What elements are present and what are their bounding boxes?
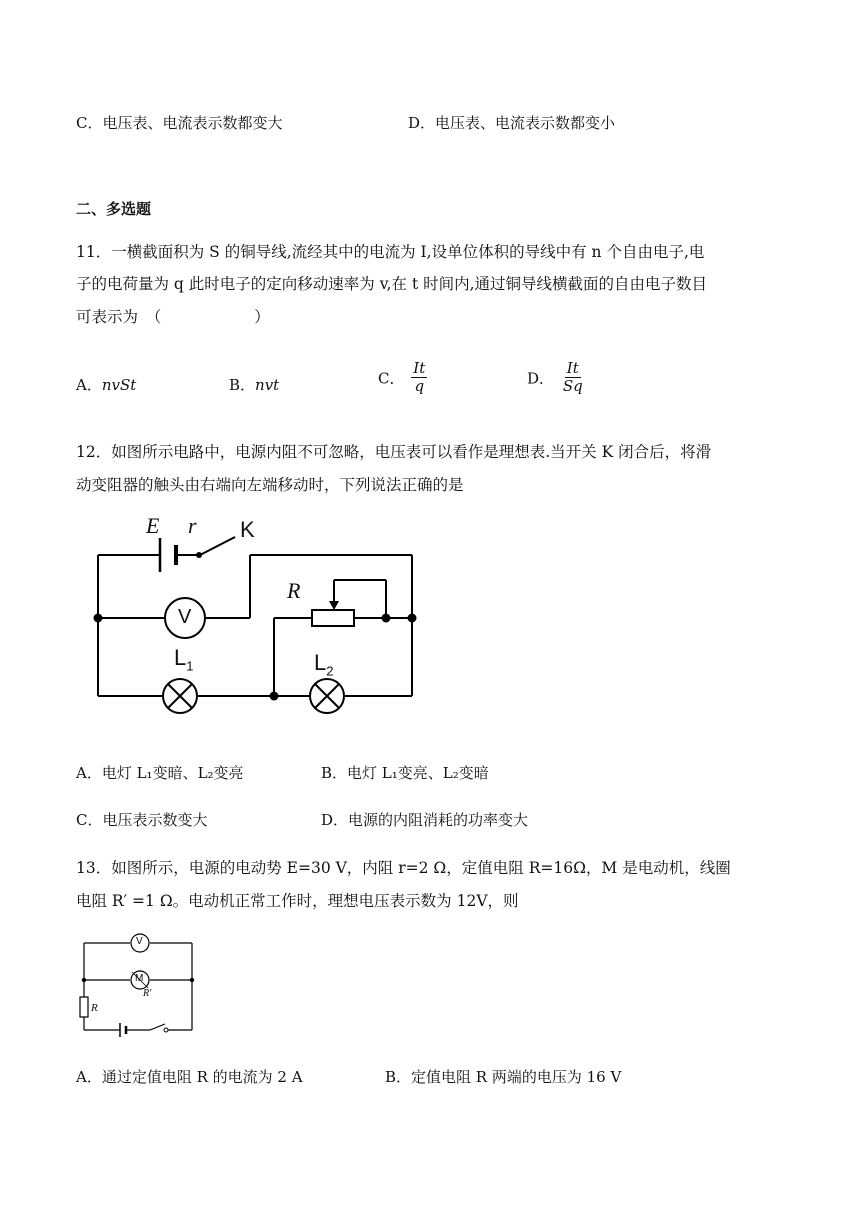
q12-label-rheostat-r: R: [287, 578, 301, 603]
q12-label-l1: $L_1$: [174, 645, 194, 674]
q11-option-a-label: A．: [76, 376, 102, 394]
q12-label-l2: $L_2$: [314, 650, 334, 679]
q12-option-a: A．电灯 L₁变暗、L₂变亮: [76, 764, 244, 782]
q11-text-line-2: 子的电荷量为 q 此时电子的定向移动速率为 v,在 t 时间内,通过铜导线横截面的自由电子数目: [76, 275, 708, 293]
q11-option-b-label: B．: [229, 376, 256, 394]
q11-option-c-numerator: It: [413, 359, 426, 377]
q11-text-line-3: 可表示为 （ ）: [76, 308, 270, 326]
q12-label-k: K: [240, 517, 255, 542]
q11-option-d-denominator: Sq: [562, 377, 583, 396]
q11-option-d-numerator: It: [566, 359, 579, 377]
q11-text-line-1: 11．一横截面积为 S 的铜导线,流经其中的电流为 I,设单位体积的导线中有 n 个自由电子,电: [76, 243, 705, 261]
q13-label-v: V: [136, 936, 143, 947]
q12-text-line-1: 12．如图所示电路中，电源内阻不可忽略，电压表可以看作是理想表.当开关 K 闭合后，将滑: [76, 443, 712, 461]
q12-text-line-2: 动变阻器的触头由右端向左端移动时，下列说法正确的是: [76, 476, 464, 494]
q12-option-c: C．电压表示数变大: [76, 811, 208, 829]
q11-option-c-label: C．: [378, 369, 405, 388]
q12-label-v: V: [178, 606, 192, 628]
q11-option-c-denominator: q: [414, 377, 425, 396]
q10-option-c: C．电压表、电流表示数都变大: [76, 114, 283, 132]
q11-option-d-label: D．: [527, 369, 555, 388]
q12-label-r: r: [188, 513, 197, 538]
q13-option-a: A．通过定值电阻 R 的电流为 2 A: [76, 1068, 303, 1086]
section-heading: 二、多选题: [76, 200, 152, 218]
q13-text-line-2: 电阻 R′ =1 Ω。电动机正常工作时，理想电压表示数为 12V，则: [76, 892, 519, 910]
q13-text-line-1: 13．如图所示，电源的电动势 E=30 V，内阻 r=2 Ω，定值电阻 R=16Ω，M 是电动机，线圈: [76, 859, 731, 877]
q13-label-m: M: [135, 973, 144, 984]
q12-label-e: E: [146, 513, 160, 538]
q12-option-b: B．电灯 L₁变亮、L₂变暗: [321, 764, 489, 782]
q11-option-b-expr: nvt: [255, 376, 280, 394]
q12-option-d: D．电源的内阻消耗的功率变大: [321, 811, 529, 829]
q13-label-r-prime: R′: [143, 988, 152, 999]
q13-option-b: B．定值电阻 R 两端的电压为 16 V: [385, 1068, 622, 1086]
q10-option-d: D．电压表、电流表示数都变小: [408, 114, 616, 132]
q13-label-r: R: [91, 1002, 98, 1014]
q11-option-a-expr: nvSt: [101, 376, 137, 394]
